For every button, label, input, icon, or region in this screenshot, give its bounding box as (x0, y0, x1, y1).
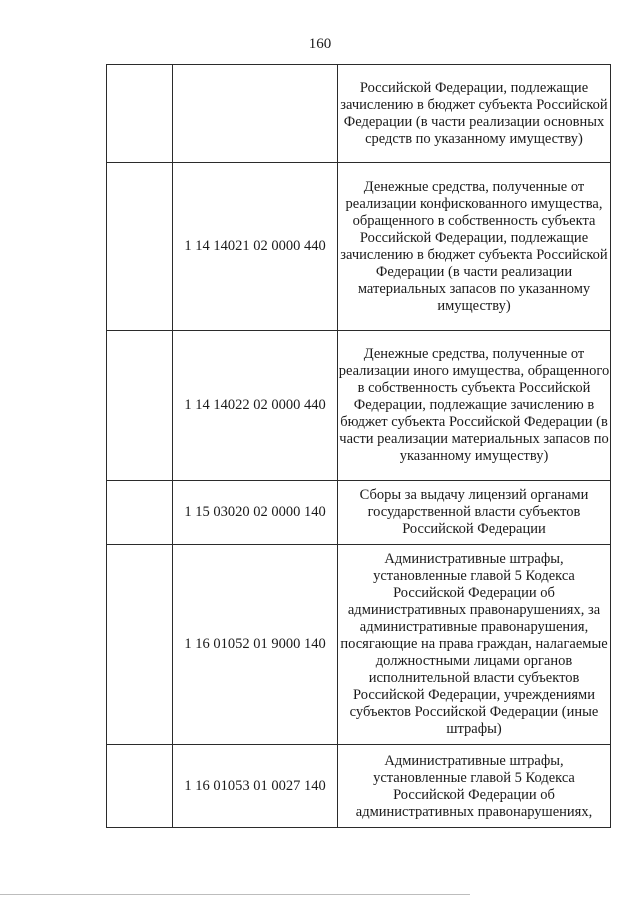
description-cell (338, 65, 611, 163)
description-text: Административные штрафы, установленные главой 5 Кодекса Российской Федерации об административных правонарушениях, (355, 753, 593, 820)
empty-cell (107, 745, 173, 828)
empty-cell (107, 545, 173, 745)
budget-code-cell: 1 16 01052 01 9000 140 (173, 545, 338, 745)
description-text: Денежные средства, полученные от реализации конфискованного имущества, обращенного в собственность субъекта Российской Федерации, подлежащие зачислению в бюджет субъекта Российской Федерации (в части реализации материальных запасов по указанному имуществу) (340, 178, 608, 314)
table-row (107, 163, 611, 331)
description-text: Денежные средства, полученные от реализации иного имущества, обращенного в собственность субъекта Российской Федерации, подлежащие зачислению в бюджет субъекта Российской Федерации (в части реализации материальных запасов по указанному имуществу) (338, 346, 610, 464)
budget-code-cell: 1 14 14022 02 0000 440 (173, 331, 338, 481)
page-number: 160 (308, 36, 332, 52)
table-row (107, 745, 611, 828)
footer-rule (0, 894, 470, 895)
table-row (107, 545, 611, 745)
table-row (107, 481, 611, 545)
empty-cell (107, 481, 173, 545)
description-text: Административные штрафы, установленные главой 5 Кодекса Российской Федерации об административных правонарушениях, за административные правонарушения, посягающие на права граждан, налагаемые должностными лицами органов исполнительной власти субъектов Российской Федерации, учреждениями субъектов Российской Федерации (иные штрафы) (340, 551, 608, 737)
budget-code-cell: 1 16 01053 01 0027 140 (173, 745, 338, 828)
budget-code-cell: 1 14 14021 02 0000 440 (173, 163, 338, 331)
description-cell (338, 745, 611, 828)
budget-code-table (106, 64, 611, 828)
table-row (107, 65, 611, 163)
description-text: Российской Федерации, подлежащие зачислению в бюджет субъекта Российской Федерации (в части реализации основных средств по указанному имуществу) (340, 79, 608, 147)
description-text: Сборы за выдачу лицензий органами государственной власти субъектов Российской Федерации (359, 487, 589, 537)
empty-cell (107, 163, 173, 331)
budget-code-cell (173, 65, 338, 163)
empty-cell (107, 65, 173, 163)
description-cell (338, 481, 611, 545)
description-cell (338, 331, 611, 481)
budget-code-cell: 1 15 03020 02 0000 140 (173, 481, 338, 545)
description-cell (338, 163, 611, 331)
table-row (107, 331, 611, 481)
empty-cell (107, 331, 173, 481)
description-cell (338, 545, 611, 745)
